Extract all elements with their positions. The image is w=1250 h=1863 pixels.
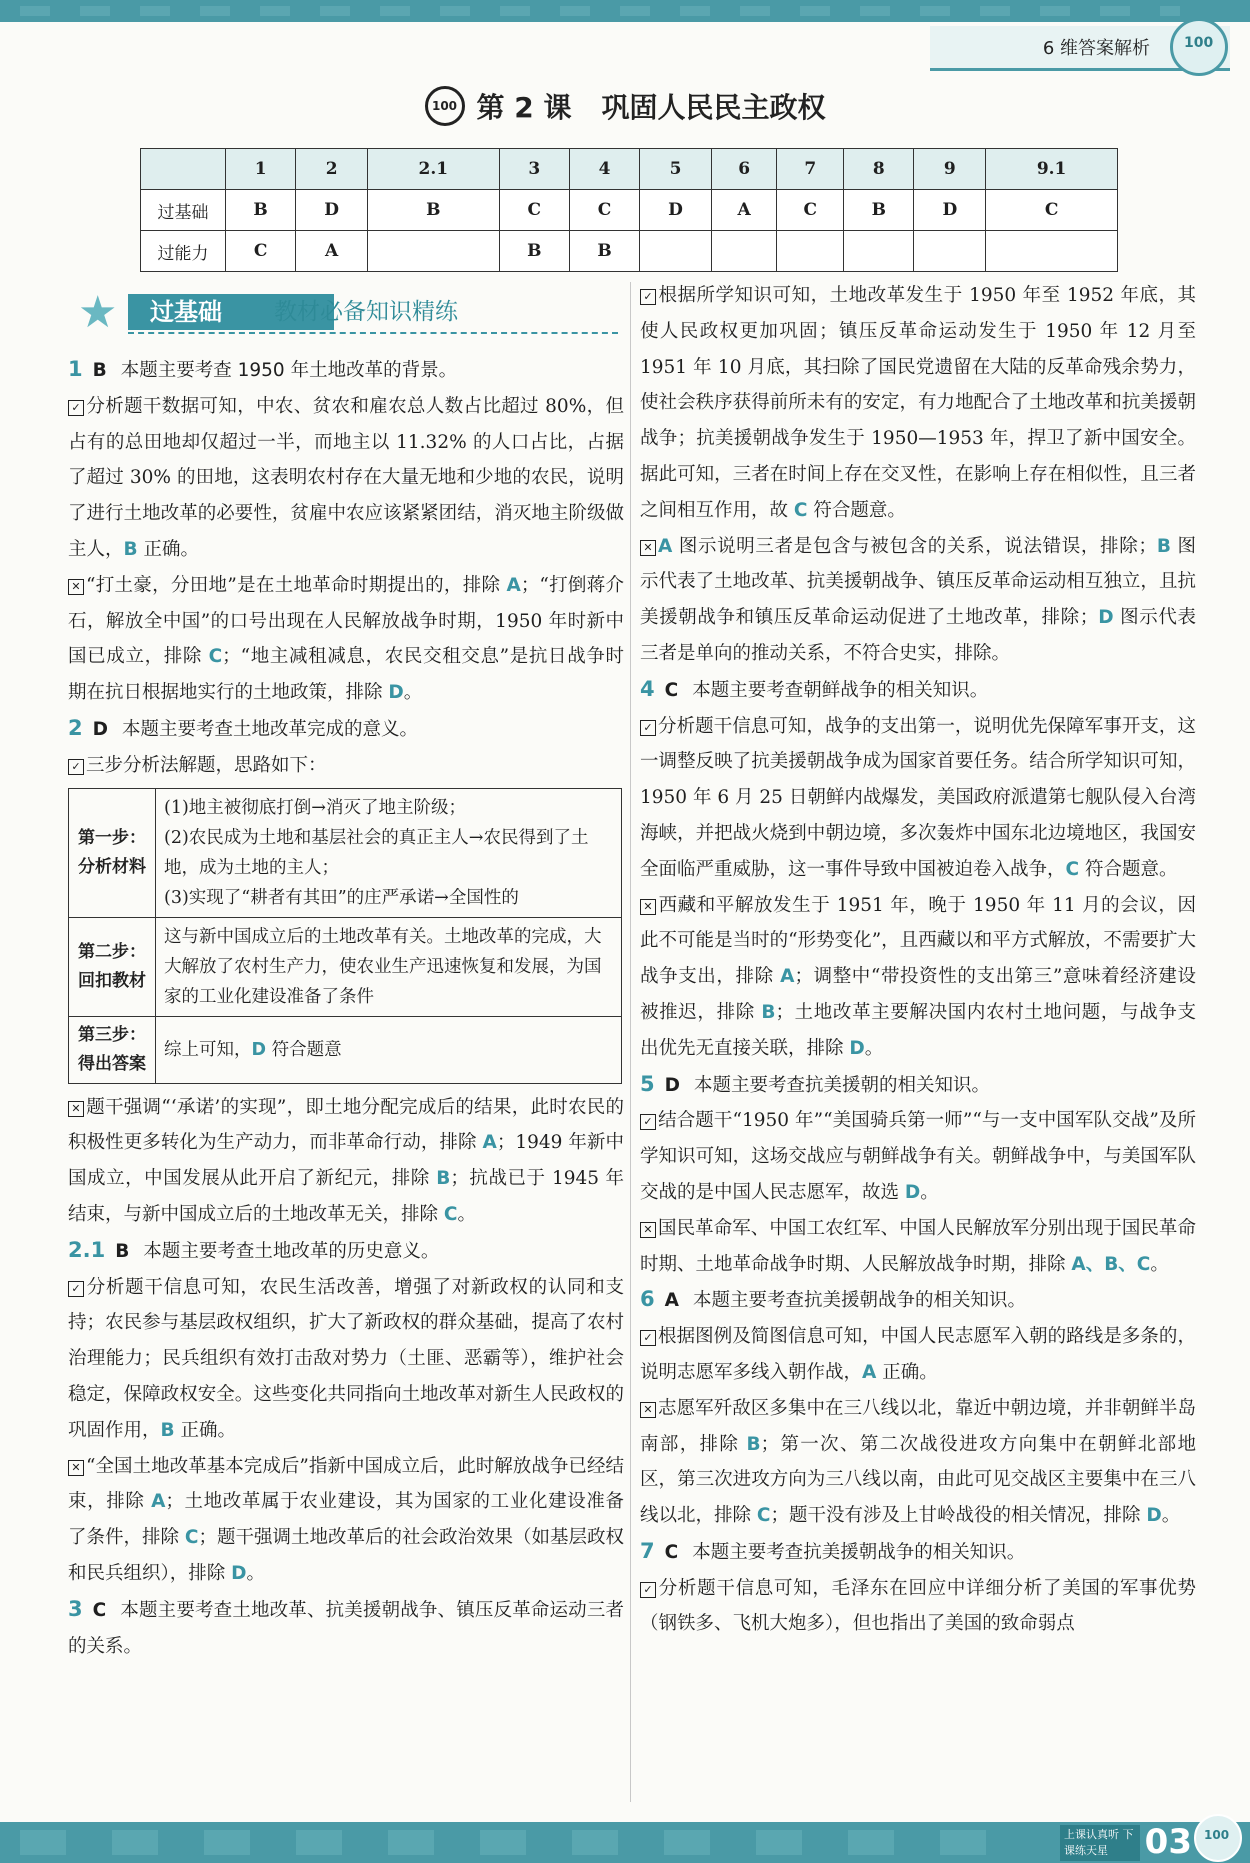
check-icon: ✓ <box>640 1114 656 1130</box>
check-icon: ✓ <box>68 400 84 416</box>
analysis-paragraph: ✓ 结合题干“1950 年”“美国骑兵第一师”“与一支中国军队交战”及所学知识可知，这场交战应与朝鲜战争有关。朝鲜战争中，与美国军队交战的是中国人民志愿军，故选 D。 <box>640 1110 1196 1203</box>
lesson-badge-icon: 100 <box>425 86 465 126</box>
table-cell <box>367 231 499 272</box>
step-content: 综上可知，D 符合题意 <box>156 1016 622 1083</box>
section-tag: 过基础 <box>128 294 334 330</box>
table-cell <box>640 231 712 272</box>
question-header: 6 A 本题主要考查抗美援朝战争的相关知识。 <box>640 1287 1026 1312</box>
cross-icon: ✕ <box>640 540 656 556</box>
question-header: 4 C 本题主要考查朝鲜战争的相关知识。 <box>640 676 989 701</box>
table-row <box>69 917 622 1016</box>
check-icon: ✓ <box>640 1582 656 1598</box>
step-content: 这与新中国成立后的土地改革有关。土地改革的完成，大大解放了农村生产力，使农业生产迅速恢复和发展，为国家的工业化建设准备了条件 <box>156 917 622 1016</box>
table-cell <box>777 231 844 272</box>
table-cell: C <box>986 190 1118 231</box>
cross-icon: ✕ <box>640 899 656 915</box>
step-label: 第三步：得出答案 <box>69 1016 156 1083</box>
cross-icon: ✕ <box>640 1222 656 1238</box>
exclusion-paragraph: ✕ 志愿军歼敌区多集中在三八线以北，靠近中朝边境，并非朝鲜半岛南部，排除 B；第一次、第二次战役进攻方向集中在朝鲜北部地区，第三次进攻方向为三八线以南，由此可见交战区主要集中在三八线以北，排除 C；题干没有涉及上甘岭战役的相关情况，排除 D。 <box>640 1397 1196 1527</box>
table-cell: D <box>914 190 986 231</box>
cross-icon: ✕ <box>68 1101 84 1117</box>
question-header: 2 D 本题主要考查土地改革完成的意义。 <box>68 715 418 740</box>
table-cell: D <box>296 190 368 231</box>
three-step-table <box>68 788 622 1084</box>
exclusion-paragraph: ✕ A 图示说明三者是包含与被包含的关系，说法错误，排除；B 图示代表了土地改革、抗美援朝战争、镇压反革命运动相互独立，且抗美援朝战争和镇压反革命运动促进了土地改革，排除；D 图示代表三者是单向的推动关系，不符合史实，排除。 <box>640 535 1196 664</box>
exclusion-paragraph: ✕ 国民革命军、中国工农红军、中国人民解放军分别出现于国民革命时期、土地革命战争时期、人民解放战争时期，排除 A、B、C。 <box>640 1217 1196 1275</box>
step-content: (1)地主被彻底打倒→消灭了地主阶级； (2)农民成为土地和基层社会的真正主人→农民得到了土地，成为土地的主人； (3)实现了“耕者有其田”的庄严承诺→全国性的 <box>156 788 622 917</box>
table-row <box>69 788 622 917</box>
question-header: 7 C 本题主要考查抗美援朝战争的相关知识。 <box>640 1538 1026 1563</box>
lesson-number: 第 2 课 <box>476 91 572 124</box>
check-icon: ✓ <box>68 759 84 775</box>
row-label: 过能力 <box>141 231 226 272</box>
table-cell: C <box>777 190 844 231</box>
exclusion-paragraph: ✕ 西藏和平解放发生于 1951 年，晚于 1950 年 11 月的会议，因此不可能是当时的“形势变化”，且西藏以和平方式解放，不需要扩大战争支出，排除 A；调整中“带投资性的支出第三”意味着经济建设被推迟，排除 B；土地改革主要解决国内农村土地问题，与战争支出优先无直接关联，排除 D。 <box>640 894 1196 1059</box>
table-cell: A <box>711 190 777 231</box>
table-cell: C <box>569 190 639 231</box>
col-header: 8 <box>844 149 914 190</box>
table-cell: B <box>569 231 639 272</box>
row-label: 过基础 <box>141 190 226 231</box>
table-cell <box>844 231 914 272</box>
analysis-paragraph: ✓ 根据图例及简图信息可知，中国人民志愿军入朝的路线是多条的，说明志愿军多线入朝作战，A 正确。 <box>640 1326 1196 1383</box>
table-cell: B <box>844 190 914 231</box>
table-cell: C <box>499 190 569 231</box>
exclusion-paragraph: ✕ “全国土地改革基本完成后”指新中国成立后，此时解放战争已经结束，排除 A；土地改革属于农业建设，其为国家的工业化建设准备了条件，排除 C；题干强调土地改革后的社会政治效果（如基层政权和民兵组织），排除 D。 <box>68 1455 624 1584</box>
mascot-icon: 100 <box>1170 18 1228 76</box>
question-header: 1 B 本题主要考查 1950 年土地改革的背景。 <box>68 357 458 381</box>
question-header: 3 C 本题主要考查土地改革、抗美援朝战争、镇压反革命运动三者的关系。 <box>68 1596 624 1657</box>
cross-icon: ✕ <box>640 1402 656 1418</box>
table-cell: D <box>640 190 712 231</box>
mascot-icon: 100 <box>1194 1814 1242 1862</box>
analysis-paragraph: ✓ 三步分析法解题，思路如下： <box>68 748 624 784</box>
table-cell <box>711 231 777 272</box>
cross-icon: ✕ <box>68 579 84 595</box>
table-cell: C <box>226 231 296 272</box>
top-bar <box>0 0 1250 22</box>
step-label: 第一步：分析材料 <box>69 788 156 917</box>
exclusion-paragraph: ✕ 题干强调“‘承诺’的实现”，即土地分配完成后的结果，此时农民的积极性更多转化为生产动力，而非革命行动，排除 A；1949 年新中国成立，中国发展从此开启了新纪元，排除 B；抗战已于 1945 年结束，与新中国成立后的土地改革无关，排除 C。 <box>68 1096 625 1225</box>
col-header: 4 <box>569 149 639 190</box>
check-icon: ✓ <box>640 720 656 736</box>
page-number: 03 <box>1144 1822 1192 1862</box>
right-column <box>640 278 1196 1642</box>
analysis-paragraph: ✓ 分析题干信息可知，农民生活改善，增强了对新政权的认同和支持；农民参与基层政权组织，扩大了新政权的群众基础，提高了农村治理能力；民兵组织有效打击敌对势力（土匪、恶霸等），维护社会稳定，保障政权安全。这些变化共同指向土地改革对新生人民政权的巩固作用，B 正确。 <box>68 1276 624 1441</box>
table-cell: B <box>367 190 499 231</box>
col-header: 5 <box>640 149 712 190</box>
exclusion-paragraph: ✕ “打土豪，分田地”是在土地革命时期提出的，排除 A；“打倒蒋介石，解放全中国”的口号出现在人民解放战争时期，1950 年时新中国已成立，排除 C；“地主减租减息，农民交租交息”是抗日战争时期在抗日根据地实行的土地政策，排除 D。 <box>68 574 624 704</box>
section-subtitle: 教材必备知识精练 <box>274 299 458 325</box>
analysis-paragraph: ✓ 分析题干信息可知，战争的支出第一，说明优先保障军事开支，这一调整反映了抗美援朝战争成为国家首要任务。结合所学知识可知，1950 年 6 月 25 日朝鲜内战爆发，美国政府派遣第七舰队侵入台湾海峡，并把战火烧到中朝边境，多次轰炸中国东北边境地区，我国安全面临严重威胁，这一事件导致中国被迫卷入战争，C 符合题意。 <box>640 715 1196 880</box>
analysis-paragraph: ✓ 分析题干数据可知，中农、贫农和雇农总人数占比超过 80%，但占有的总田地却仅超过一半，而地主以 11.32% 的人口占比，占据了超过 30% 的田地，这表明农村存在大量无地和少地的农民，说明了进行土地改革的必要性，贫雇中农应该紧紧团结，消灭地主阶级做主人，B 正确。 <box>68 395 624 560</box>
step-label: 第二步：回扣教材 <box>69 917 156 1016</box>
table-row <box>141 231 1118 272</box>
cross-icon: ✕ <box>68 1460 84 1476</box>
left-column <box>68 352 624 1664</box>
col-header: 6 <box>711 149 777 190</box>
question-header: 2.1 B 本题主要考查土地改革的历史意义。 <box>68 1237 440 1262</box>
table-cell <box>986 231 1118 272</box>
footer-bar <box>0 1822 1250 1863</box>
table-row <box>141 190 1118 231</box>
col-header: 9.1 <box>986 149 1118 190</box>
table-cell: B <box>499 231 569 272</box>
section-banner <box>78 287 618 338</box>
footer-slogan: 上课认真听 下课练天星 <box>1060 1825 1140 1861</box>
table-cell: B <box>226 190 296 231</box>
page-title <box>0 86 1250 129</box>
header-text: 6 维答案解析 <box>1042 38 1150 59</box>
check-icon: ✓ <box>640 289 656 305</box>
table-cell <box>914 231 986 272</box>
answer-table-header <box>141 149 1118 190</box>
question-header: 5 D 本题主要考查抗美援朝的相关知识。 <box>640 1071 990 1096</box>
table-row <box>69 1016 622 1083</box>
answer-table <box>140 148 1118 272</box>
col-header: 2.1 <box>367 149 499 190</box>
table-cell: A <box>296 231 368 272</box>
star-icon: ★ <box>78 287 118 338</box>
check-icon: ✓ <box>640 1330 656 1346</box>
col-header: 2 <box>296 149 368 190</box>
column-divider <box>630 282 631 1802</box>
lesson-name: 巩固人民民主政权 <box>601 91 826 124</box>
check-icon: ✓ <box>68 1281 84 1297</box>
analysis-paragraph: ✓ 分析题干信息可知，毛泽东在回应中详细分析了美国的军事优势（钢铁多、飞机大炮多），但也指出了美国的致命弱点 <box>640 1577 1196 1635</box>
col-header: 7 <box>777 149 844 190</box>
col-header: 9 <box>914 149 986 190</box>
analysis-paragraph: ✓ 根据所学知识可知，土地改革发生于 1950 年至 1952 年底，其使人民政权更加巩固；镇压反革命运动发生于 1950 年 12 月至 1951 年 10 月底，其扫除了国民党遗留在大陆的反革命残余势力，使社会秩序获得前所未有的安定，有力地配合了土地改革和抗美援朝战争；抗美援朝战争发生于 1950—1953 年，捍卫了新中国安全。据此可知，三者在时间上存在交叉性，在影响上存在相似性，且三者之间相互作用，故 C 符合题意。 <box>640 285 1196 521</box>
col-header: 1 <box>226 149 296 190</box>
col-header: 3 <box>499 149 569 190</box>
